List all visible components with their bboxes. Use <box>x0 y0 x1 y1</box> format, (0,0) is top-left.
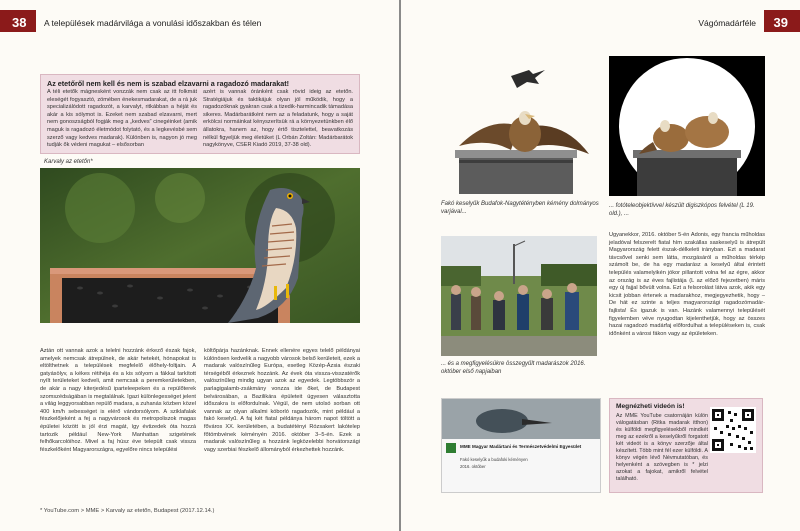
running-header: Vágómadárféle <box>698 18 756 28</box>
body-text: Ugyanekkor, 2016. október 5-én Adonis, egy francia műholdas jeladóval felszerelt fiatal hím szakállas saskeselyű is átrepült Magyarország felett észak-délkeleti irányban. Ezt a madarat távcsővel senki sem látta, mozgásáról a műholdas térkép számolt be, de ha egy madarász a keselyű által érintett település valamelyikén jókor pillantott volna fel az égre, akkor az ország is az éves fajlistája (L az előző fejezetben) máris egy új fajjal bővült volna. Ezt a felsorolást látva azok, akik egy kicsit jobban értenek a madarakhoz, megjegyezhetik, hogy – De hát ez szinte a teljes magyarországi ragadozómadár-fajlista! És igazuk is van. Hazánk valamennyi települését figyelemben véve nyugodtan kijelenthetjük, hogy az összes hazai ragadozó madárfaj előfordulhat a településeken is, csak időnként a városi fákon vagy az épületeken. <box>609 232 765 337</box>
video-box-text: Az MME YouTube csatornáján külön válogatásban (Ritka madarak itthon) és külföldi megfigyelésekből mindkét meg az ezekről a keselyűkről forgatott két videót is a könyv szerzője által készített. Több mint fél ezer külföldi. A könyv végén lévő Névmutatóban, és helyenként a szövegben is * jelzi azokat a fajokat, amikről felvétel található. <box>616 413 708 482</box>
body-col2: költőpárja hazánknak. Ennek ellenére egyes telelő példányai különösen kedvelik a nagyobb városok belső kerületeit, ezek a madarak valószínűleg Európa, esetleg Közép-Ázsia északi térségéből érkeznek hozzánk. Az évek óta vissza-visszatérők valószínűleg mindig ugyan azok az egyedek. Legtöbbször a parlagigalamb-zsákmány vonzza ide őket, de Budapest belvárosában, a Bazilikára épületeit ügyesen választotta időszakra is előfordulnak. Végül, de nem utolsó sorban ott vannak az olyan alkalmi kóborló ragadozók, mint például a fakó keselyű. A faj két fiatal példánya három napot töltött a főváros XX. kerületében, a budatétényi Rózsakert lakótelep főtömbvének kéményén 2016. október 3–5-én. Ezek a madarak valószínűleg a hozzánk legközelebbi horvátországi vagy szerbiai fészkelő állományból érkezhettek hozzánk. <box>204 348 360 453</box>
qr-code <box>710 407 756 453</box>
vultures-chimney-photo <box>441 56 601 196</box>
digiscope-photo <box>609 56 765 196</box>
video-box-title: Megnézheti videón is! <box>616 403 685 410</box>
birdwatchers-photo <box>441 236 597 356</box>
left-page <box>0 0 399 531</box>
page-number: 38 <box>12 15 27 30</box>
photo-caption-3: ... és a megfigyelésükre összegyűlt madarászok 2016. október első napjaiban <box>441 361 586 375</box>
photo-caption-1: Fakó keselyűk Budafok-Nagytétényben kémény dolmányos varjával... <box>441 201 599 215</box>
sparrowhawk-photo <box>40 168 360 323</box>
youtube-screenshot <box>441 398 601 493</box>
info-box-title: Az etetőről nem kell és nem is szabad elzavarni a ragadozó madarakat! <box>47 79 290 88</box>
photo-caption-2: ... fotóteleobjektívvel készült digiszkópos felvétel (L 19. old.), ... <box>609 203 755 217</box>
body-col1: Aztán ott vannak azok a telelni hozzánk érkező észak fajok, amelyek nemcsak átrepülnek, de akár hetekét, hónapokat is eltölthetnek a települések megfelelő élőhely-foltjain. A gatyásölyv, a kékes rétihéja és a kis sólyom a fákkal tarkított nyílt területeket kedveli, amit nemcsak a peremkerületekben, de akár a nagy kiterjedésű iparteleepeken és a repülőterek szomszédságában is megtalálnak. Igazi különlegességet jelent a világ leggyorsabban repülő madara, a zuhanás közben közel 400 km/h sebességet is elérő vándorsólyom. A sziklafalak fészkelőjeként a fej a nagyvárosok és metropoliszok magas épületei között is jól érzi magát, így évtizedek óta hozzá tartozik például New-York Manhattan szigetének felhőkarcolóihoz. Mivel a faj húsz éve települt csak vissza fészkelőként Magyarországra, egyelőre nincs települési <box>40 348 196 453</box>
yt-line2: 2016. október <box>460 464 486 469</box>
running-header: A települések madárvilága a vonulási időszakban és télen <box>44 18 262 28</box>
info-box-col2: azért is vannak óránként csak rövid ideig az etetőn. Stratégiájuk és taktikájuk olyan jól működik, hogy a ragadozóknak gyakran csak a tizedik-harmincadik támadása sikeres. Madárbarátként nem az a feladatunk, hogy a saját erkölcsi normáinkat kényszerítsük rá a környezetünkben élő állatokra, hanem az, hogy értő tisztelettel, beavatkozás nélkül figyeljük meg életüket (L Orbán Zoltán: Madárbarátok nagykönyve, CSER Kiadó 2019, 37-38 old). <box>203 89 353 149</box>
photo-caption: Karvaly az etetőn* <box>44 159 93 165</box>
info-box <box>40 74 360 154</box>
yt-channel: MME Magyar Madártani és Természetvédelmi Egyesület <box>460 444 582 449</box>
yt-line1: Fakó keselyűk a budafoki kéményen <box>460 457 528 462</box>
page-number: 39 <box>773 15 788 30</box>
info-box-col1: A téli etetők mágnesként vonzzák nem csak az itt folkmát eleségét fogyasztó, zömében énekesmadarakat, de a rá juk specializálódott ragadozót, a karvalyt, ritkábban a héját és akár a kis sólymot is. Ezeket nem szabad elzavarni, mert nem gonoszságból fogják meg a „kedves” cinegéinket (amik maguk is ragadozó életmódot folytató, és a legkevésbé sem szerző vagy kedves madarak). Különben is, nagyon jó meg tudják ők védeni magukat – elsősorban <box>47 89 197 149</box>
video-box <box>609 398 763 493</box>
footnote: * YouTube.com > MME > Karvaly az etetőn, Budapest (2017.12.14.) <box>40 508 215 514</box>
right-page <box>401 0 800 531</box>
